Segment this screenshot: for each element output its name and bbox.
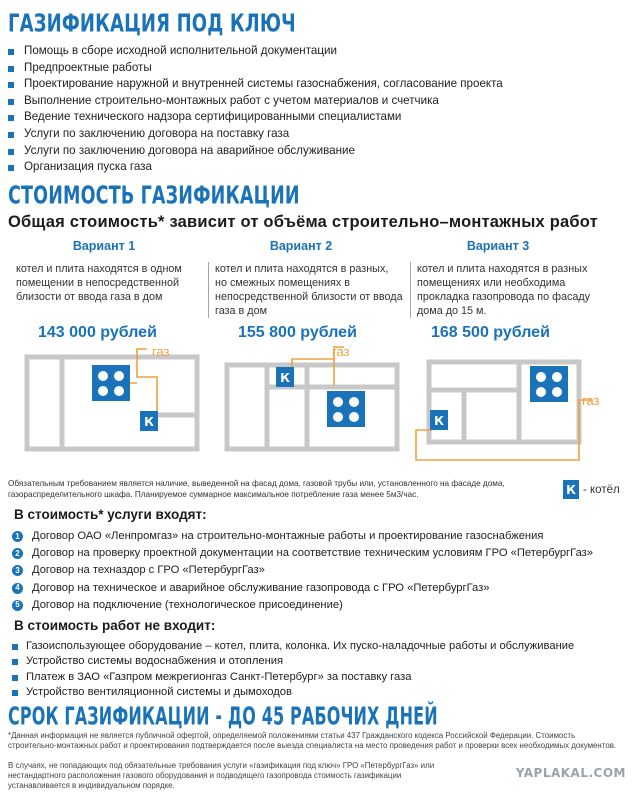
stove-icon [530,366,568,402]
included-item [12,597,593,614]
floor-plan-variant-2 [212,345,412,455]
service-item [8,43,503,60]
service-item-label: Услуги по заключению договора на аварийное обслуживание [24,143,355,157]
service-item-label: Выполнение строительно-монтажных работ с учетом материалов и счетчика [24,93,439,107]
gas-label: газ [582,393,600,408]
floor-plan-variant-1 [12,345,212,455]
included-item [12,580,593,597]
footnote-individual: В случаях, не попадающих под обязательные требования услуги «газификация под ключ» ГРО «ПетербургГаз» или нестандартного расположения газового оборудования и подводящего газопровода стоимость газификации устанавливается в индивидуальном порядке. [8,761,435,790]
variant-1-price: 143 000 рублей [38,324,157,341]
bullet-icon [12,690,18,696]
requirement-note: Обязательным требованием является наличие, выведенной на фасад дома, газовой трубы или, установленного на фасаде дома, газораспределительного шкафа. Планируемое суммарное максимальное потребление газа менее 5м3/час. [8,479,505,499]
cost-subtitle: Общая стоимость* зависит от объёма строительно–монтажных работ [8,213,598,231]
section-title-turnkey: ГАЗИФИКАЦИЯ ПОД КЛЮЧ [8,10,296,38]
included-item-label: Договор на проверку проектной документации на соответствие техническим условиям ГРО «ПетербургГаз» [32,547,594,560]
bullet-icon [8,66,14,72]
bullet-icon [8,149,14,155]
variant-3-price: 168 500 рублей [431,324,550,341]
excluded-list [12,639,574,701]
variant-2-description: котел и плита находятся в разных, но смежных помещениях в непосредственной близости от ввода газа в дом [208,262,403,318]
bullet-icon [12,644,18,650]
included-list [12,528,593,614]
included-item [12,545,593,562]
service-item [8,93,503,110]
included-item-label: Договор на техназдор с ГРО «ПетербургГаз» [32,564,265,577]
included-item-label: Договор ОАО «Ленпромгаз» на строительно-монтажные работы и проектирование газоснабжения [32,530,544,542]
boiler-letter: К [280,371,290,385]
gas-label: газ [152,345,170,359]
excluded-item [12,670,574,685]
bullet-icon [8,49,14,55]
excluded-item [12,654,574,669]
service-item [8,159,503,176]
boiler-legend [563,480,620,499]
variant-1-title: Вариант 1 [72,239,136,253]
excluded-item-label: Устройство вентиляционной системы и дымоходов [26,686,292,699]
bullet-icon [8,132,14,138]
variant-2-price: 155 800 рублей [238,324,357,341]
stove-icon [327,391,365,427]
gas-label: газ [332,345,350,359]
service-item [8,126,503,143]
service-item [8,76,503,93]
number-badge-icon: 2 [12,548,23,559]
bullet-icon [12,659,18,665]
excluded-item-label: Устройство системы водоснабжения и отопления [26,655,284,668]
number-badge-icon: 5 [12,600,23,611]
service-item-label: Предпроектные работы [24,60,152,74]
services-list [8,43,503,176]
section-title-deadline: СРОК ГАЗИФИКАЦИИ - ДО 45 РАБОЧИХ ДНЕЙ [8,703,438,731]
service-item-label: Проектирование наружной и внутренней системы газоснабжения, согласование проекта [24,77,503,91]
variant-3-description: котел и плита находятся в разных помещениях или необходима прокладка газопровода по фасаду дома до 15 м. [410,262,603,318]
bullet-icon [8,165,14,171]
floor-plan-variant-3 [414,348,619,468]
stove-icon [92,365,130,401]
included-title: В стоимость* услуги входят: [14,507,207,522]
boiler-legend-label: - котёл [583,483,620,496]
service-item-label: Ведение технического надзора сертифицированными специалистами [24,110,402,124]
excluded-item-label: Газоиспользующее оборудование – котел, плита, колонка. Их пуско-наладочные работы и обслуживание [26,640,575,652]
variant-1-description: котел и плита находятся в одном помещении в непосредственной близости от ввода газа в дом [16,263,182,303]
number-badge-icon: 4 [12,583,23,594]
excluded-item-label: Платеж в ЗАО «Газпром межрегионгаз Санкт-Петербург» за поставку газа [26,670,412,683]
variant-2-title: Вариант 2 [269,239,333,253]
excluded-item [12,639,574,654]
bullet-icon [12,675,18,681]
watermark: YAPLAKAL.COM [515,766,626,780]
service-item-label: Помощь в сборе исходной исполнительной документации [24,44,337,57]
included-item [12,562,593,579]
boiler-legend-icon: К [563,480,579,499]
service-item [8,109,503,126]
excluded-item [12,685,574,700]
included-item [12,528,593,545]
boiler-letter: К [434,414,444,428]
service-item-label: Организация пуска газа [24,160,152,174]
service-item [8,60,503,77]
section-title-cost: СТОИМОСТЬ ГАЗИФИКАЦИИ [8,182,300,210]
excluded-title: В стоимость работ не входит: [14,618,216,633]
included-item-label: Договор на подключение (технологическое присоединение) [32,598,343,611]
bullet-icon [8,115,14,121]
footnote-offer: *Данная информация не является публичной офертой, определяемой положениями статьи 437 Гражданского кодекса Российской Федерации. Стоимость строительно-монтажных работ и проектирования подтверждается после выезда специалиста на место проведения работ и проверки всех необходимых документов. [8,731,617,750]
included-item-label: Договор на техническое и аварийное обслуживание газопровода с ГРО «ПетербургГаз» [32,581,490,594]
service-item-label: Услуги по заключению договора на поставку газа [24,126,290,140]
bullet-icon [8,82,14,88]
number-badge-icon: 1 [12,531,23,542]
variant-3-title: Вариант 3 [466,239,530,253]
bullet-icon [8,99,14,105]
service-item [8,143,503,160]
boiler-letter: К [144,415,154,429]
number-badge-icon: 3 [12,565,23,576]
